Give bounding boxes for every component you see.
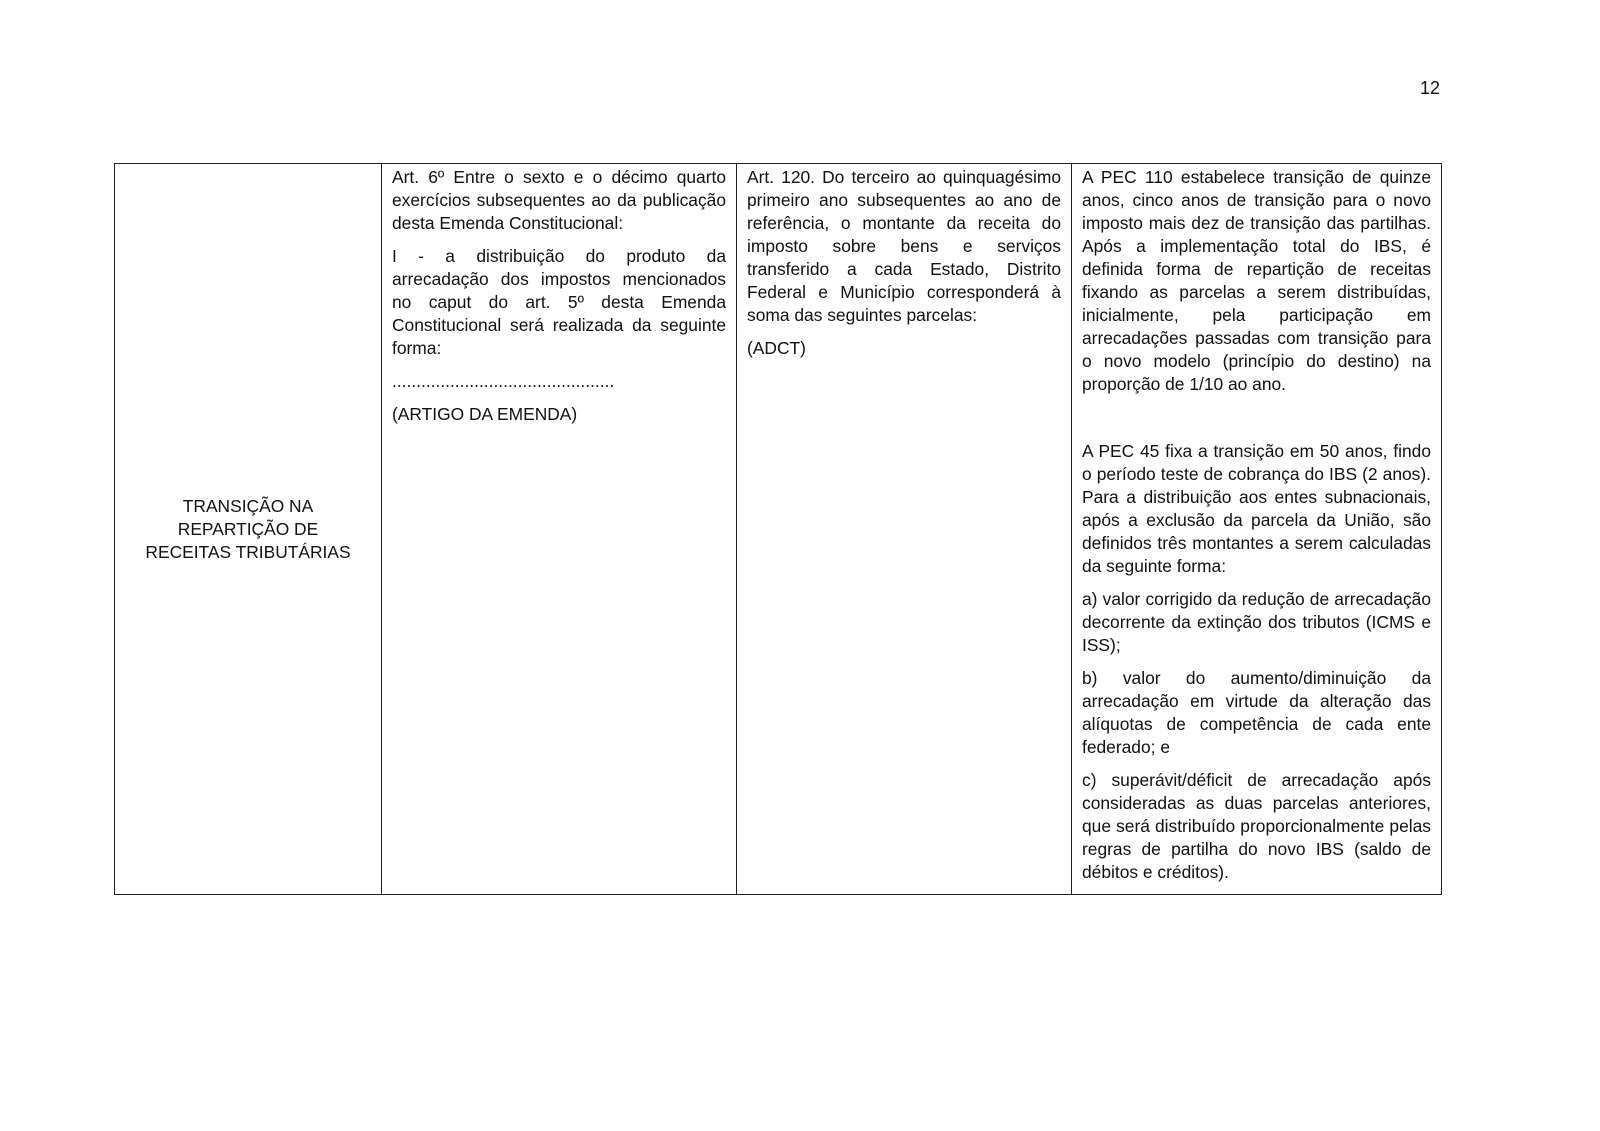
source-note: (ADCT): [747, 338, 806, 358]
comment-list-item: c) superávit/déficit de arrecadação após consideradas as duas parcelas anteriores, que será distribuído proporcionalmente pelas regras de partilha do novo IBS (saldo de débitos e créditos).: [1082, 770, 1431, 882]
table-row: [115, 164, 1442, 895]
comment-list-item: a) valor corrigido da redução de arrecadação decorrente da extinção dos tributos (ICMS e ISS);: [1082, 589, 1431, 655]
comments-cell: [1072, 164, 1442, 895]
source-note: (ARTIGO DA EMENDA): [392, 404, 578, 424]
pec110-text-cell: [382, 164, 737, 895]
topic-line: RECEITAS TRIBUTÁRIAS: [145, 541, 351, 562]
ellipsis-line: ..............................................: [392, 371, 615, 391]
comparison-table: [114, 163, 1442, 895]
article-paragraph: I - a distribuição do produto da arrecadação dos impostos mencionados no caput do art. 5º desta Emenda Constitucional será realizada da seguinte forma:: [392, 246, 726, 358]
topic-line: TRANSIÇÃO NA: [182, 495, 314, 516]
topic-line: REPARTIÇÃO DE: [177, 518, 319, 539]
topic-cell: [115, 164, 382, 895]
article-paragraph: Art. 6º Entre o sexto e o décimo quarto exercícios subsequentes ao da publicação desta Emenda Constitucional:: [392, 167, 726, 233]
page-number: 12: [1420, 78, 1441, 98]
comment-list-item: b) valor do aumento/diminuição da arrecadação em virtude da alteração das alíquotas de competência de cada ente federado; e: [1082, 668, 1431, 757]
article-paragraph: Art. 120. Do terceiro ao quinquagésimo primeiro ano subsequentes ao ano de referência, o montante da receita do imposto sobre bens e serviços transferido a cada Estado, Distrito Federal e Município corresponderá à soma das seguintes parcelas:: [747, 167, 1061, 325]
pec45-text-cell: [737, 164, 1072, 895]
comment-paragraph: A PEC 110 estabelece transição de quinze anos, cinco anos de transição para o novo imposto mais dez de transição das partilhas. Após a implementação total do IBS, é definida forma de repartição de receitas fixando as parcelas a serem distribuídas, inicialmente, pela participação em arrecadações passadas com transição para o novo modelo (princípio do destino) na proporção de 1/10 ao ano.: [1082, 167, 1431, 394]
comment-paragraph: A PEC 45 fixa a transição em 50 anos, findo o período teste de cobrança do IBS (2 anos). Para a distribuição aos entes subnacionais, após a exclusão da parcela da União, são definidos três montantes a serem calculadas da seguinte forma:: [1082, 441, 1431, 576]
